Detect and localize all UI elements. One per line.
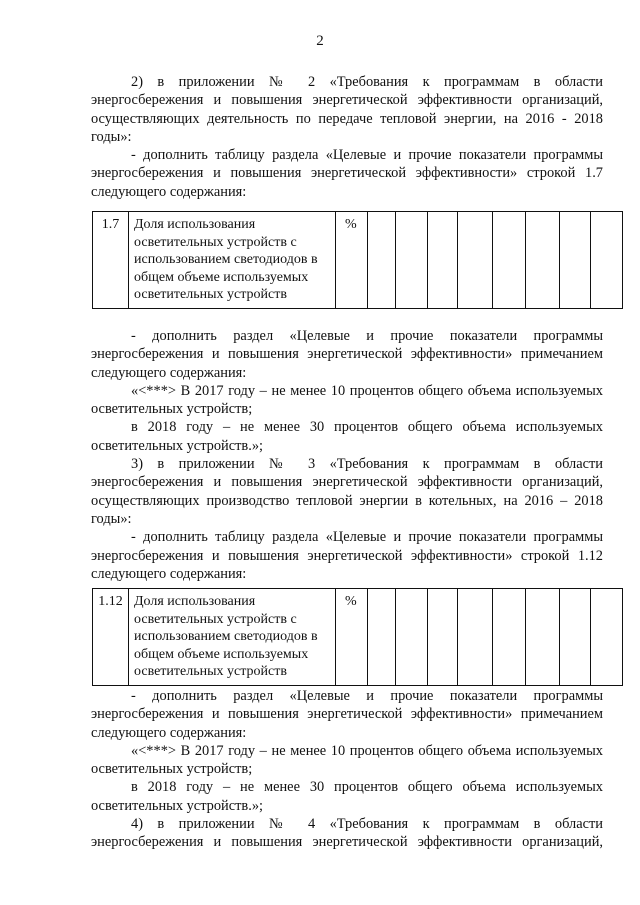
note-2017-paragraph: «<***> В 2017 году – не менее 10 процентов общего объема используемых осветительных устройств; [91, 742, 603, 778]
table-row-1-7 [92, 211, 623, 309]
value-cell [368, 212, 396, 309]
value-cell [396, 589, 428, 686]
note-2018-paragraph: в 2018 году – не менее 30 процентов общего объема используемых осветительных устройств.»; [91, 419, 603, 454]
unit-cell: % [336, 212, 368, 309]
value-cell [428, 212, 458, 309]
value-cell [526, 589, 560, 686]
item-3-paragraph: 3) в приложении № 3 «Требования к программам в области энергосбережения и повышения энергетической эффективности организаций, осуществляющих производство тепловой энергии в котельных, на 2016 – 2018 годы»: [91, 456, 603, 527]
item-2-paragraph: 2) в приложении № 2 «Требования к программам в области энергосбережения и повышения энергетической эффективности организаций, осуществляющих деятельность по передаче тепловой энергии, на 2016 - 2018 годы»: [91, 74, 603, 145]
value-cell [396, 212, 428, 309]
value-cell [526, 212, 560, 309]
note-2018-paragraph: в 2018 году – не менее 30 процентов общего объема используемых осветительных устройств.»; [91, 779, 603, 814]
value-cell [428, 589, 458, 686]
add-note-paragraph: - дополнить раздел «Целевые и прочие показатели программы энергосбережения и повышения энергетической эффективности» примечанием следующего содержания: [91, 688, 603, 741]
add-note-paragraph: - дополнить раздел «Целевые и прочие показатели программы энергосбережения и повышения энергетической эффективности» примечанием следующего содержания: [91, 328, 603, 381]
value-cell [458, 589, 493, 686]
unit-cell: % [336, 589, 368, 686]
value-cell [368, 589, 396, 686]
value-cell [591, 589, 623, 686]
indicator-name-cell: Доля использования осветительных устройств с использованием светодиодов в общем объеме используемых осветительных устройств [129, 589, 336, 686]
value-cell [493, 589, 526, 686]
row-number-cell: 1.12 [93, 589, 129, 686]
table-row-1-12 [92, 588, 623, 686]
section-item-4 [91, 687, 603, 852]
value-cell [560, 589, 591, 686]
item-4-paragraph: 4) в приложении № 4 «Требования к программам в области энергосбережения и повышения энергетической эффективности организаций, [91, 816, 603, 851]
row-number-cell: 1.7 [93, 212, 129, 309]
page-number: 2 [316, 33, 324, 49]
note-2017-paragraph: «<***> В 2017 году – не менее 10 процентов общего объема используемых осветительных устройств; [91, 382, 603, 418]
table-row [93, 589, 623, 686]
add-row-1-12-paragraph: - дополнить таблицу раздела «Целевые и прочие показатели программы энергосбережения и повышения энергетической эффективности» строкой 1.12 следующего содержания: [91, 529, 603, 582]
section-item-3 [91, 327, 603, 583]
section-item-2 [91, 73, 603, 201]
value-cell [560, 212, 591, 309]
value-cell [591, 212, 623, 309]
value-cell [458, 212, 493, 309]
value-cell [493, 212, 526, 309]
indicator-name-cell: Доля использования осветительных устройств с использованием светодиодов в общем объеме используемых осветительных устройств [129, 212, 336, 309]
add-row-1-7-paragraph: - дополнить таблицу раздела «Целевые и прочие показатели программы энергосбережения и повышения энергетической эффективности» строкой 1.7 следующего содержания: [91, 147, 603, 200]
table-row [93, 212, 623, 309]
